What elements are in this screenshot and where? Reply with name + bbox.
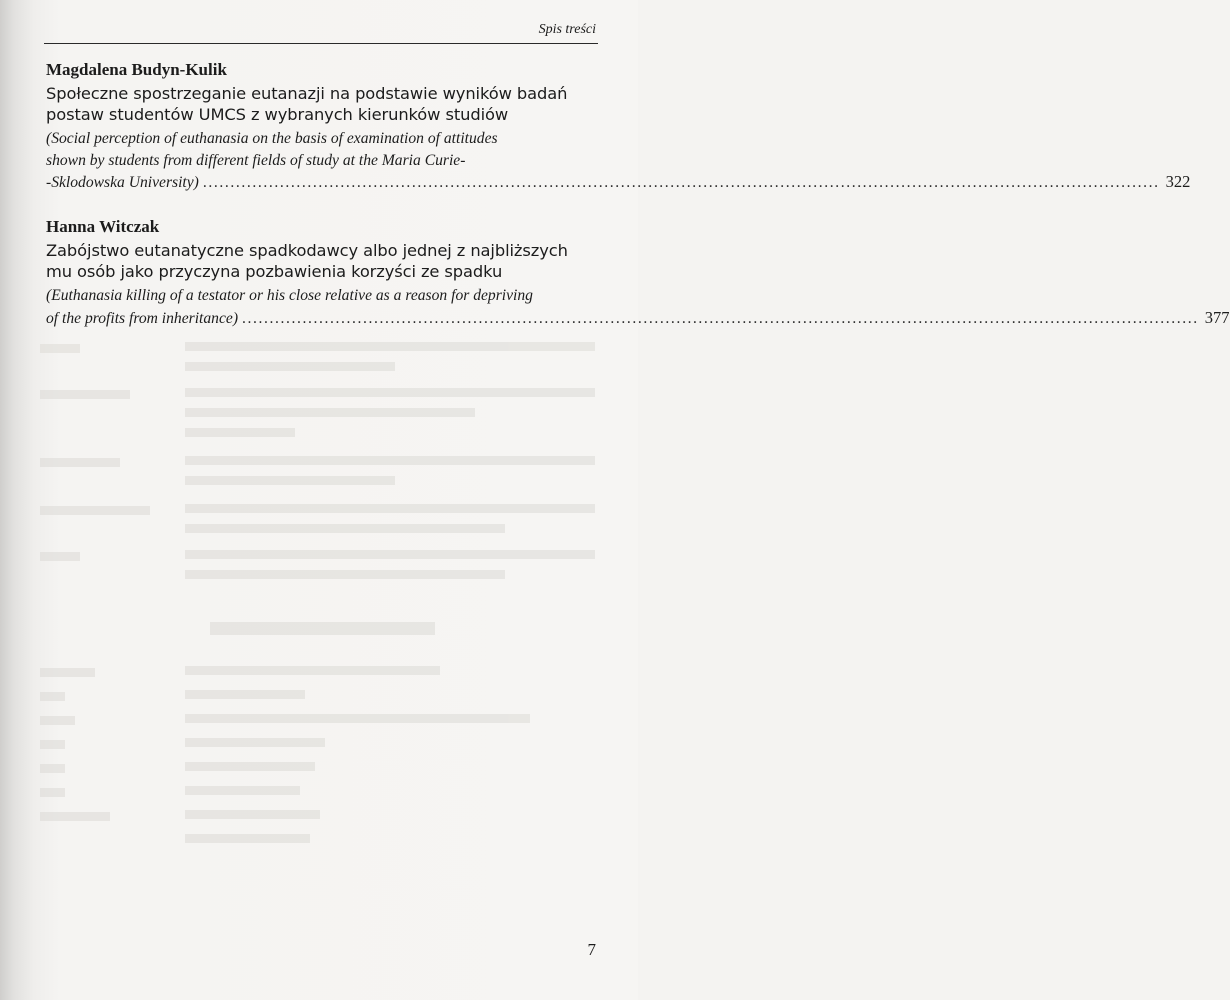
title-pl-line: Społeczne spostrzeganie eutanazji na podstawie wyników badań: [46, 84, 568, 103]
entry-title-english: [46, 285, 1230, 329]
title-en-line: (Social perception of euthanasia on the basis of examination of attitudes: [46, 130, 498, 147]
entry-title-polish: [46, 240, 598, 282]
entry-title-english: [46, 128, 1191, 194]
title-en-line: -Sklodowska University): [46, 174, 199, 191]
show-through-texture: [0, 330, 638, 870]
title-en-line: shown by students from different fields of study at the Maria Curie-: [46, 151, 466, 169]
toc-entry[interactable]: [46, 217, 1230, 329]
title-en-last-line: [46, 307, 1230, 330]
title-en-line: (Euthanasia killing of a testator or his close relative as a reason for depriving: [46, 287, 533, 304]
page-number: 7: [587, 940, 596, 959]
title-pl-line: Zabójstwo eutanatyczne spadkodawcy albo jednej z najbliższych: [46, 241, 568, 260]
entry-title-polish: [46, 83, 598, 125]
running-header: Spis treści: [538, 22, 596, 37]
header-rule: [44, 43, 598, 44]
entry-page-number[interactable]: 322: [1165, 172, 1191, 191]
title-pl-line: mu osób jako przyczyna pozbawienia korzyści ze spadku: [46, 262, 503, 281]
toc-entry[interactable]: [46, 60, 1191, 194]
dot-leader: ..............................................................................................................................................................................: [202, 174, 1160, 191]
entry-author: Magdalena Budyn-Kulik: [46, 60, 227, 79]
title-pl-line: postaw studentów UMCS z wybranych kierunków studiów: [46, 105, 509, 124]
dot-leader: ..............................................................................................................................................................................: [242, 309, 1199, 327]
title-en-line: of the profits from inheritance): [46, 309, 239, 327]
title-en-last-line: [46, 171, 1191, 194]
entry-page-number[interactable]: 377: [1204, 307, 1230, 327]
entry-author: Hanna Witczak: [46, 217, 160, 236]
